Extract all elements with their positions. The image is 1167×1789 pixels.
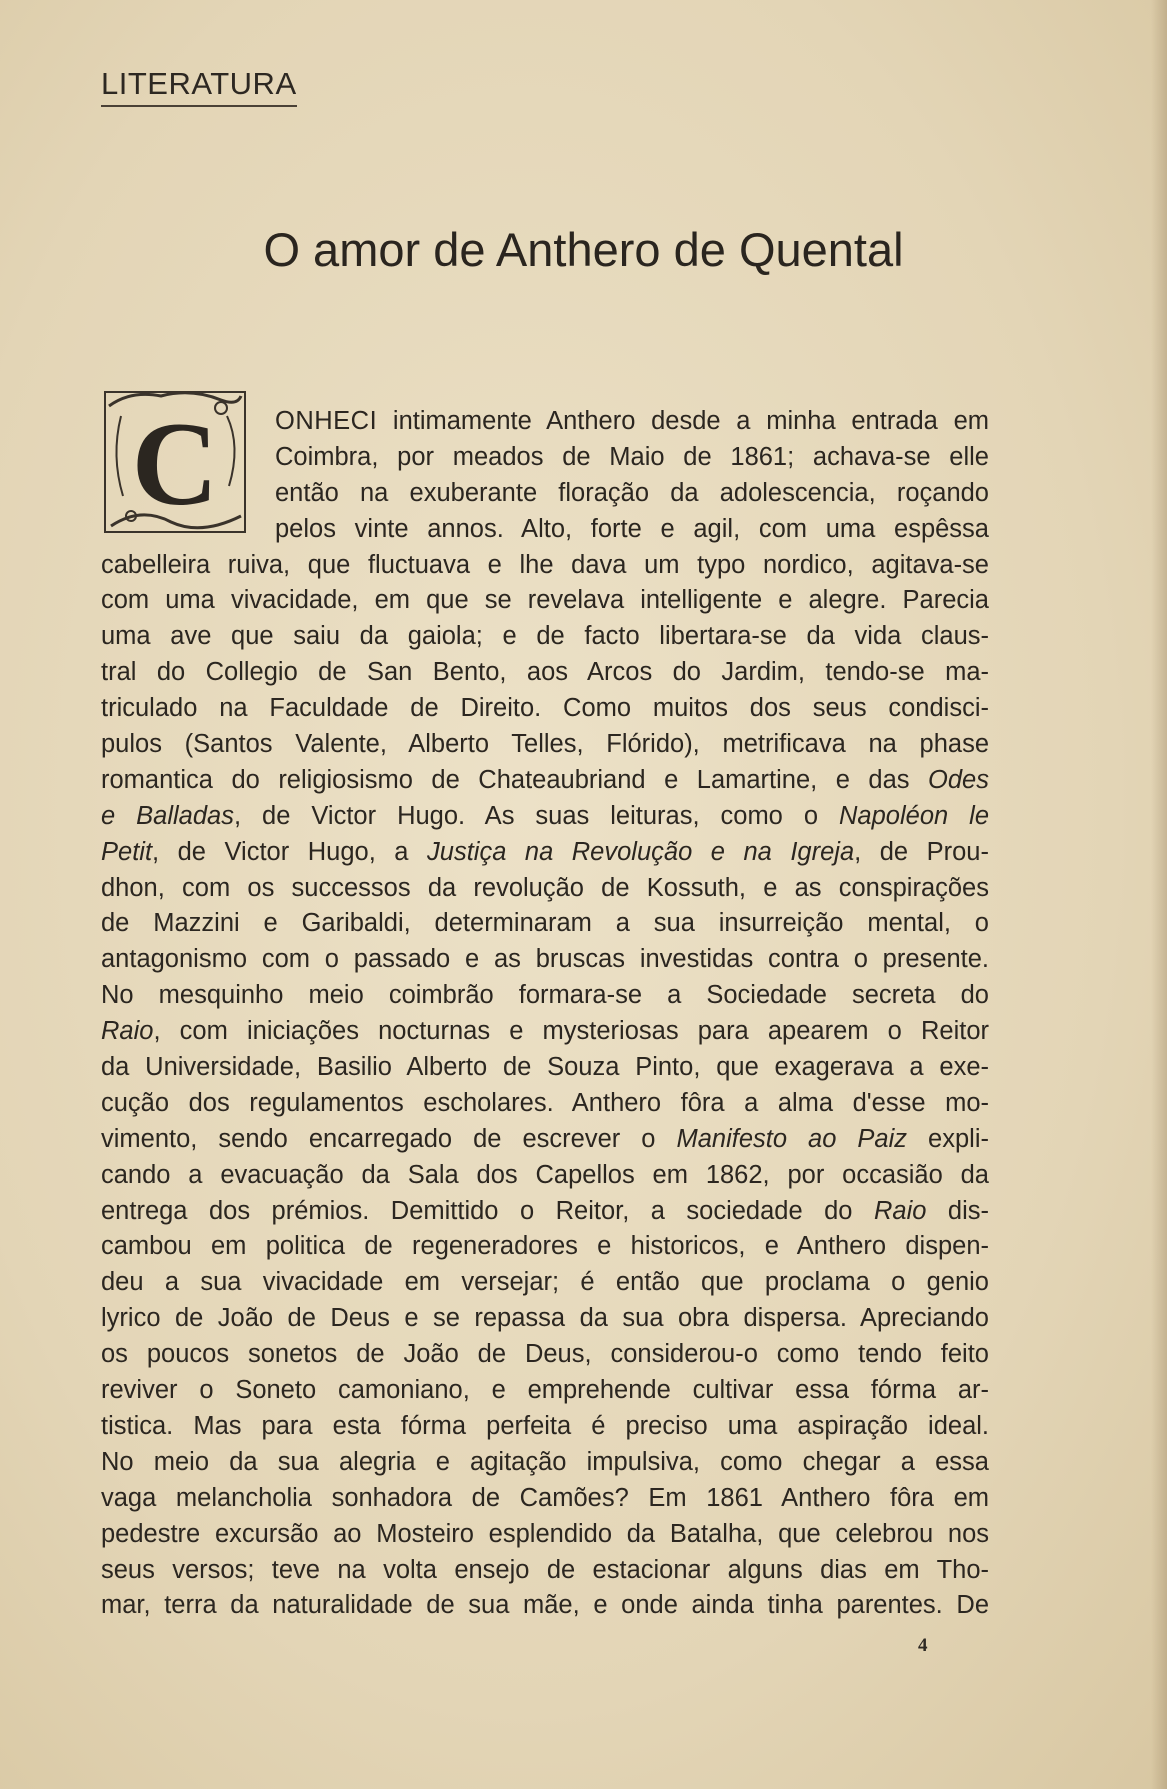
article-body	[101, 404, 989, 1624]
drop-cap-letter: C	[131, 397, 219, 530]
article-title: O amor de Anthero de Quental	[263, 223, 904, 276]
page-number: 4	[918, 1635, 928, 1656]
text-line: da Universidade, Basilio Alberto de Souza Pinto, que exagerava a exe-	[101, 1053, 989, 1082]
text-line: Coimbra, por meados de Maio de 1861; achava-se elle	[275, 442, 989, 471]
text-line: Petit, de Victor Hugo, a Justiça na Revolução e na Igreja, de Prou-	[101, 837, 989, 866]
text-line: uma ave que saiu da gaiola; e de facto libertara-se da vida claus-	[101, 622, 989, 651]
text-line: os poucos sonetos de João de Deus, considerou-o como tendo feito	[101, 1340, 989, 1369]
text-line: então na exuberante floração da adolescencia, roçando	[275, 478, 989, 507]
text-line: tistica. Mas para esta fórma perfeita é preciso uma aspiração ideal.	[101, 1411, 989, 1440]
text-line: Raio, com iniciações nocturnas e mysteriosas para apearem o Reitor	[101, 1017, 989, 1046]
text-line: de Mazzini e Garibaldi, determinaram a sua insurreição mental, o	[101, 909, 989, 938]
text-line: cando a evacuação da Sala dos Capellos em 1862, por occasião da	[101, 1160, 989, 1189]
text-line: ONHECI intimamente Anthero desde a minha entrada em	[275, 407, 989, 435]
text-line: pelos vinte annos. Alto, forte e agil, com uma espêssa	[275, 514, 989, 543]
text-line: vaga melancholia sonhadora de Camões? Em 1861 Anthero fôra em	[101, 1483, 989, 1512]
text-line: lyrico de João de Deus e se repassa da sua obra dispersa. Apreciando	[101, 1304, 989, 1333]
text-line: pulos (Santos Valente, Alberto Telles, Flórido), metrificava na phase	[101, 730, 989, 759]
text-line: triculado na Faculdade de Direito. Como muitos dos seus condisci-	[101, 694, 989, 723]
text-line: vimento, sendo encarregado de escrever o Manifesto ao Paiz expli-	[101, 1124, 989, 1153]
text-line: reviver o Soneto camoniano, e emprehende cultivar essa fórma ar-	[101, 1376, 989, 1405]
text-line: cabelleira ruiva, que fluctuava e lhe dava um typo nordico, agitava-se	[101, 550, 989, 579]
text-line: seus versos; teve na volta ensejo de estacionar alguns dias em Tho-	[101, 1555, 989, 1584]
text-line: dhon, com os successos da revolução de Kossuth, e as conspirações	[101, 873, 989, 902]
text-line: deu a sua vivacidade em versejar; é então que proclama o genio	[101, 1268, 989, 1297]
text-line: pedestre excursão ao Mosteiro esplendido da Batalha, que celebrou nos	[101, 1519, 989, 1548]
text-line: No meio da sua alegria e agitação impulsiva, como chegar a essa	[101, 1447, 989, 1476]
text-line: entrega dos prémios. Demittido o Reitor, a sociedade do Raio dis-	[101, 1196, 989, 1225]
text-line: romantica do religiosismo de Chateaubriand e Lamartine, e das Odes	[101, 765, 989, 794]
text-line: e Balladas, de Victor Hugo. As suas leituras, como o Napoléon le	[101, 801, 990, 830]
text-line: com uma vivacidade, em que se revelava intelligente e alegre. Parecia	[101, 586, 989, 615]
section-label: LITERATURA	[101, 68, 297, 107]
text-line: cambou em politica de regeneradores e historicos, e Anthero dispen-	[101, 1232, 989, 1261]
text-line: cução dos regulamentos escholares. Anthero fôra a alma d'esse mo-	[101, 1088, 989, 1117]
text-line: tral do Collegio de San Bento, aos Arcos do Jardim, tendo-se ma-	[101, 658, 989, 687]
text-line: antagonismo com o passado e as bruscas investidas contra o presente.	[101, 945, 989, 974]
text-line: mar, terra da naturalidade de sua mãe, e onde ainda tinha parentes. De	[101, 1591, 989, 1620]
text-line: No mesquinho meio coimbrão formara-se a Sociedade secreta do	[101, 981, 989, 1010]
